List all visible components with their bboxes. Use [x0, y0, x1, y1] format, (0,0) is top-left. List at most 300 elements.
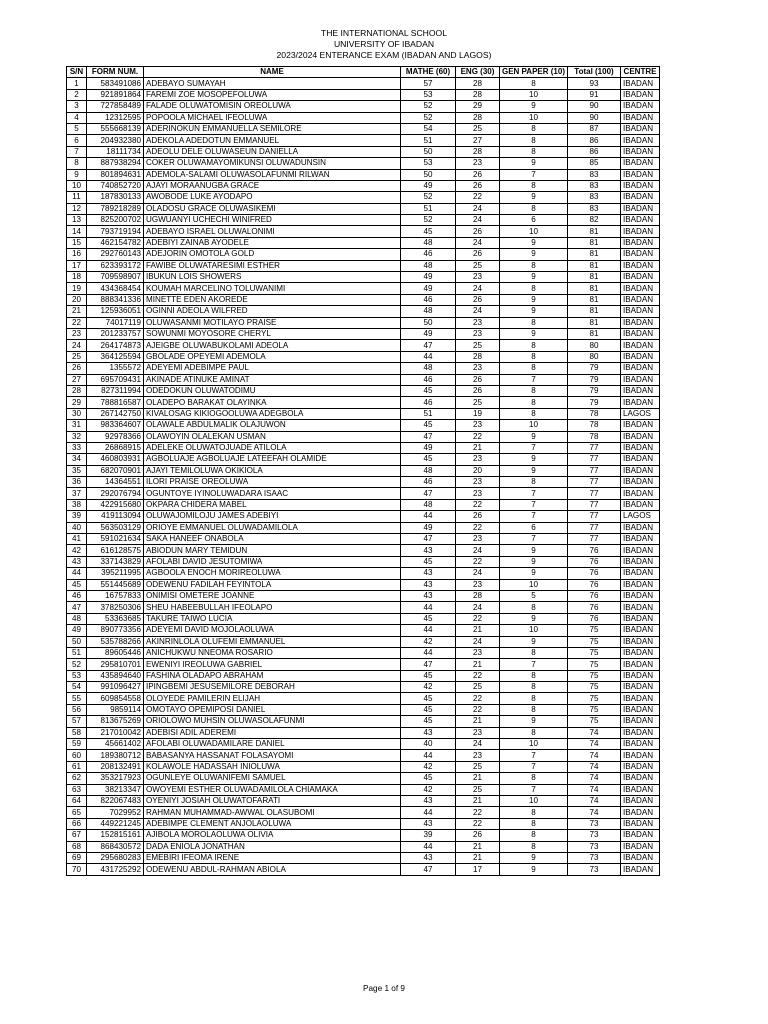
cell-centre: IBADAN [621, 123, 660, 134]
cell-gen-paper: 8 [500, 682, 568, 693]
cell-gen-paper: 10 [500, 796, 568, 807]
cell-gen-paper: 9 [500, 431, 568, 442]
table-row [67, 283, 660, 294]
cell-name: ADEYEMI ADEBIMPE PAUL [144, 363, 401, 374]
cell-total: 76 [568, 556, 621, 567]
cell-form-num: 419113094 [87, 511, 144, 522]
cell-gen-paper: 7 [500, 511, 568, 522]
cell-form-num: 435894640 [87, 670, 144, 681]
cell-form-num: 801894631 [87, 169, 144, 180]
cell-eng: 22 [456, 499, 500, 510]
cell-sn: 39 [67, 511, 87, 522]
cell-eng: 24 [456, 283, 500, 294]
cell-sn: 47 [67, 602, 87, 613]
table-row [67, 431, 660, 442]
cell-sn: 10 [67, 180, 87, 191]
table-row [67, 272, 660, 283]
cell-centre: IBADAN [621, 465, 660, 476]
cell-sn: 42 [67, 545, 87, 556]
cell-centre: IBADAN [621, 796, 660, 807]
table-row [67, 135, 660, 146]
cell-mathe: 44 [401, 807, 456, 818]
cell-sn: 34 [67, 454, 87, 465]
cell-centre: IBADAN [621, 397, 660, 408]
cell-name: ADEBAYO ISRAEL OLUWALONIMI [144, 226, 401, 237]
cell-eng: 24 [456, 203, 500, 214]
cell-mathe: 43 [401, 579, 456, 590]
table-row [67, 579, 660, 590]
cell-eng: 23 [456, 363, 500, 374]
cell-name: ABIODUN MARY TEMIDUN [144, 545, 401, 556]
cell-centre: IBADAN [621, 568, 660, 579]
cell-total: 75 [568, 625, 621, 636]
cell-name: ADEBISI ADIL ADEREMI [144, 727, 401, 738]
cell-gen-paper: 7 [500, 761, 568, 772]
cell-eng: 21 [456, 773, 500, 784]
cell-eng: 24 [456, 306, 500, 317]
table-row [67, 237, 660, 248]
cell-gen-paper: 5 [500, 590, 568, 601]
cell-form-num: 201233757 [87, 328, 144, 339]
cell-total: 81 [568, 328, 621, 339]
cell-mathe: 43 [401, 590, 456, 601]
cell-form-num: 888341336 [87, 294, 144, 305]
cell-form-num: 26868915 [87, 442, 144, 453]
cell-centre: IBADAN [621, 431, 660, 442]
cell-eng: 24 [456, 739, 500, 750]
cell-centre: IBADAN [621, 625, 660, 636]
cell-mathe: 43 [401, 818, 456, 829]
cell-mathe: 47 [401, 488, 456, 499]
cell-centre: IBADAN [621, 807, 660, 818]
cell-form-num: 264174873 [87, 340, 144, 351]
cell-eng: 25 [456, 397, 500, 408]
cell-form-num: 364125594 [87, 351, 144, 362]
header-eng: ENG (30) [456, 67, 500, 78]
cell-centre: IBADAN [621, 784, 660, 795]
cell-gen-paper: 9 [500, 272, 568, 283]
cell-eng: 26 [456, 249, 500, 260]
cell-centre: IBADAN [621, 488, 660, 499]
cell-name: AFOLABI OLUWADAMILARE DANIEL [144, 739, 401, 750]
table-row [67, 146, 660, 157]
cell-centre: IBADAN [621, 294, 660, 305]
cell-form-num: 616128575 [87, 545, 144, 556]
cell-eng: 23 [456, 727, 500, 738]
cell-name: ADEJORIN OMOTOLA GOLD [144, 249, 401, 260]
cell-gen-paper: 8 [500, 477, 568, 488]
cell-form-num: 7029952 [87, 807, 144, 818]
cell-name: AGBOOLA ENOCH MORIREOLUWA [144, 568, 401, 579]
table-row [67, 602, 660, 613]
table-row [67, 625, 660, 636]
cell-sn: 24 [67, 340, 87, 351]
cell-gen-paper: 8 [500, 260, 568, 271]
table-row [67, 750, 660, 761]
cell-sn: 63 [67, 784, 87, 795]
cell-name: KOLAWOLE HADASSAH INIOLUWA [144, 761, 401, 772]
cell-mathe: 54 [401, 123, 456, 134]
cell-sn: 33 [67, 442, 87, 453]
cell-mathe: 42 [401, 636, 456, 647]
cell-gen-paper: 9 [500, 328, 568, 339]
table-row [67, 454, 660, 465]
cell-total: 75 [568, 682, 621, 693]
cell-sn: 28 [67, 385, 87, 396]
cell-eng: 23 [456, 158, 500, 169]
cell-centre: IBADAN [621, 180, 660, 191]
cell-name: ADERINOKUN EMMANUELLA SEMILORE [144, 123, 401, 134]
cell-sn: 6 [67, 135, 87, 146]
table-row [67, 613, 660, 624]
cell-eng: 22 [456, 704, 500, 715]
cell-eng: 22 [456, 807, 500, 818]
cell-total: 91 [568, 89, 621, 100]
table-row [67, 739, 660, 750]
table-row [67, 408, 660, 419]
cell-sn: 12 [67, 203, 87, 214]
cell-eng: 23 [456, 454, 500, 465]
cell-name: COKER OLUWAMAYOMIKUNSI OLUWADUNSIN [144, 158, 401, 169]
cell-eng: 25 [456, 123, 500, 134]
cell-sn: 65 [67, 807, 87, 818]
cell-form-num: 45661402 [87, 739, 144, 750]
cell-form-num: 460803931 [87, 454, 144, 465]
cell-total: 83 [568, 192, 621, 203]
cell-mathe: 52 [401, 101, 456, 112]
table-row [67, 101, 660, 112]
cell-gen-paper: 10 [500, 579, 568, 590]
cell-form-num: 695709431 [87, 374, 144, 385]
cell-gen-paper: 8 [500, 670, 568, 681]
cell-total: 75 [568, 636, 621, 647]
cell-form-num: 125936051 [87, 306, 144, 317]
cell-total: 79 [568, 385, 621, 396]
cell-mathe: 49 [401, 272, 456, 283]
cell-eng: 23 [456, 534, 500, 545]
cell-total: 90 [568, 101, 621, 112]
cell-sn: 41 [67, 534, 87, 545]
cell-sn: 55 [67, 693, 87, 704]
cell-eng: 26 [456, 385, 500, 396]
cell-mathe: 45 [401, 420, 456, 431]
cell-total: 74 [568, 773, 621, 784]
cell-mathe: 51 [401, 408, 456, 419]
cell-form-num: 208132491 [87, 761, 144, 772]
cell-total: 73 [568, 841, 621, 852]
cell-sn: 46 [67, 590, 87, 601]
cell-eng: 21 [456, 852, 500, 863]
cell-sn: 57 [67, 716, 87, 727]
cell-eng: 26 [456, 374, 500, 385]
cell-mathe: 45 [401, 693, 456, 704]
cell-total: 77 [568, 442, 621, 453]
cell-centre: IBADAN [621, 590, 660, 601]
cell-form-num: 449221245 [87, 818, 144, 829]
cell-total: 90 [568, 112, 621, 123]
cell-name: ADEOLU DELE OLUWASEUN DANIELLA [144, 146, 401, 157]
cell-sn: 30 [67, 408, 87, 419]
cell-total: 81 [568, 294, 621, 305]
cell-sn: 58 [67, 727, 87, 738]
cell-centre: IBADAN [621, 112, 660, 123]
cell-eng: 23 [456, 647, 500, 658]
cell-gen-paper: 7 [500, 534, 568, 545]
cell-sn: 45 [67, 579, 87, 590]
cell-sn: 17 [67, 260, 87, 271]
cell-mathe: 47 [401, 864, 456, 875]
cell-total: 75 [568, 670, 621, 681]
cell-name: UGWUANYI UCHECHI WINIFRED [144, 215, 401, 226]
cell-mathe: 53 [401, 89, 456, 100]
cell-form-num: 983364607 [87, 420, 144, 431]
cell-sn: 52 [67, 659, 87, 670]
cell-gen-paper: 7 [500, 374, 568, 385]
table-row [67, 385, 660, 396]
cell-eng: 29 [456, 101, 500, 112]
cell-name: ODEWENU ABDUL-RAHMAN ABIOLA [144, 864, 401, 875]
cell-eng: 23 [456, 420, 500, 431]
cell-eng: 24 [456, 545, 500, 556]
cell-eng: 22 [456, 693, 500, 704]
table-row [67, 647, 660, 658]
cell-form-num: 740852720 [87, 180, 144, 191]
table-row [67, 306, 660, 317]
cell-sn: 23 [67, 328, 87, 339]
cell-name: ODEDOKUN OLUWATODIMU [144, 385, 401, 396]
table-row [67, 192, 660, 203]
table-row [67, 636, 660, 647]
cell-name: EMEBIRI IFEOMA IRENE [144, 852, 401, 863]
cell-form-num: 353217923 [87, 773, 144, 784]
cell-total: 80 [568, 340, 621, 351]
cell-form-num: 591021634 [87, 534, 144, 545]
table-row [67, 704, 660, 715]
cell-eng: 21 [456, 841, 500, 852]
header-mathe: MATHE (60) [401, 67, 456, 78]
cell-mathe: 43 [401, 727, 456, 738]
cell-total: 78 [568, 431, 621, 442]
table-row [67, 465, 660, 476]
cell-mathe: 46 [401, 294, 456, 305]
cell-total: 73 [568, 818, 621, 829]
cell-gen-paper: 8 [500, 146, 568, 157]
cell-centre: IBADAN [621, 78, 660, 89]
cell-name: FAWIBE OLUWATARESIMI ESTHER [144, 260, 401, 271]
table-row [67, 852, 660, 863]
cell-sn: 16 [67, 249, 87, 260]
cell-centre: IBADAN [621, 773, 660, 784]
cell-mathe: 48 [401, 237, 456, 248]
cell-total: 77 [568, 534, 621, 545]
cell-form-num: 53363685 [87, 613, 144, 624]
table-row [67, 317, 660, 328]
cell-eng: 24 [456, 215, 500, 226]
cell-eng: 21 [456, 659, 500, 670]
cell-eng: 25 [456, 761, 500, 772]
cell-centre: IBADAN [621, 670, 660, 681]
cell-mathe: 44 [401, 750, 456, 761]
cell-centre: IBADAN [621, 454, 660, 465]
cell-centre: IBADAN [621, 215, 660, 226]
cell-mathe: 49 [401, 283, 456, 294]
cell-eng: 22 [456, 670, 500, 681]
cell-name: ADEBAYO SUMAYAH [144, 78, 401, 89]
cell-name: POPOOLA MICHAEL IFEOLUWA [144, 112, 401, 123]
cell-eng: 28 [456, 146, 500, 157]
cell-total: 80 [568, 351, 621, 362]
table-row [67, 294, 660, 305]
cell-centre: IBADAN [621, 750, 660, 761]
cell-name: AKINRINLOLA OLUFEMI EMMANUEL [144, 636, 401, 647]
table-row [67, 841, 660, 852]
cell-total: 74 [568, 739, 621, 750]
cell-centre: IBADAN [621, 169, 660, 180]
table-row [67, 761, 660, 772]
cell-sn: 14 [67, 226, 87, 237]
table-row [67, 830, 660, 841]
cell-total: 81 [568, 306, 621, 317]
table-row [67, 488, 660, 499]
cell-total: 76 [568, 590, 621, 601]
cell-mathe: 42 [401, 784, 456, 795]
table-row [67, 796, 660, 807]
cell-mathe: 48 [401, 306, 456, 317]
cell-sn: 67 [67, 830, 87, 841]
cell-centre: IBADAN [621, 545, 660, 556]
cell-sn: 59 [67, 739, 87, 750]
cell-total: 76 [568, 568, 621, 579]
cell-gen-paper: 8 [500, 602, 568, 613]
cell-mathe: 39 [401, 830, 456, 841]
cell-mathe: 52 [401, 215, 456, 226]
cell-sn: 9 [67, 169, 87, 180]
cell-centre: IBADAN [621, 716, 660, 727]
cell-mathe: 45 [401, 773, 456, 784]
table-row [67, 180, 660, 191]
cell-form-num: 12312595 [87, 112, 144, 123]
cell-name: SOWUNMI MOYOSORE CHERYL [144, 328, 401, 339]
table-row [67, 716, 660, 727]
cell-sn: 29 [67, 397, 87, 408]
cell-mathe: 45 [401, 226, 456, 237]
cell-name: DADA ENIOLA JONATHAN [144, 841, 401, 852]
cell-form-num: 434368454 [87, 283, 144, 294]
cell-form-num: 1355572 [87, 363, 144, 374]
cell-gen-paper: 8 [500, 830, 568, 841]
cell-total: 76 [568, 602, 621, 613]
cell-form-num: 431725292 [87, 864, 144, 875]
cell-centre: IBADAN [621, 340, 660, 351]
cell-gen-paper: 8 [500, 408, 568, 419]
table-row [67, 203, 660, 214]
table-row [67, 522, 660, 533]
cell-gen-paper: 8 [500, 807, 568, 818]
cell-name: OLADOSU GRACE OLUWASIKEMI [144, 203, 401, 214]
cell-sn: 38 [67, 499, 87, 510]
table-row [67, 397, 660, 408]
cell-name: AFOLABI DAVID JESUTOMIWA [144, 556, 401, 567]
cell-form-num: 189380712 [87, 750, 144, 761]
table-row [67, 534, 660, 545]
cell-eng: 28 [456, 112, 500, 123]
cell-mathe: 45 [401, 716, 456, 727]
cell-form-num: 825200702 [87, 215, 144, 226]
cell-gen-paper: 9 [500, 192, 568, 203]
cell-eng: 26 [456, 169, 500, 180]
table-row [67, 351, 660, 362]
cell-total: 73 [568, 864, 621, 875]
cell-gen-paper: 8 [500, 351, 568, 362]
cell-gen-paper: 9 [500, 158, 568, 169]
table-row [67, 78, 660, 89]
cell-gen-paper: 8 [500, 647, 568, 658]
cell-total: 77 [568, 465, 621, 476]
cell-form-num: 16757833 [87, 590, 144, 601]
cell-name: EWENIYI IREOLUWA GABRIEL [144, 659, 401, 670]
cell-gen-paper: 8 [500, 363, 568, 374]
cell-name: ODEWENU FADILAH FEYINTOLA [144, 579, 401, 590]
table-row [67, 682, 660, 693]
cell-total: 79 [568, 397, 621, 408]
cell-name: OLADEPO BARAKAT OLAYINKA [144, 397, 401, 408]
cell-gen-paper: 8 [500, 135, 568, 146]
cell-total: 79 [568, 363, 621, 374]
cell-centre: IBADAN [621, 237, 660, 248]
table-row [67, 260, 660, 271]
table-row [67, 442, 660, 453]
cell-eng: 24 [456, 237, 500, 248]
cell-name: OLUWASANMI MOTILAYO PRAISE [144, 317, 401, 328]
cell-form-num: 38213347 [87, 784, 144, 795]
cell-centre: IBADAN [621, 374, 660, 385]
table-row [67, 123, 660, 134]
cell-eng: 21 [456, 442, 500, 453]
cell-sn: 48 [67, 613, 87, 624]
cell-sn: 27 [67, 374, 87, 385]
cell-centre: IBADAN [621, 830, 660, 841]
cell-sn: 20 [67, 294, 87, 305]
cell-eng: 20 [456, 465, 500, 476]
cell-form-num: 709598907 [87, 272, 144, 283]
results-body [67, 78, 660, 875]
cell-centre: IBADAN [621, 659, 660, 670]
cell-mathe: 48 [401, 499, 456, 510]
cell-gen-paper: 9 [500, 716, 568, 727]
cell-eng: 21 [456, 716, 500, 727]
cell-gen-paper: 8 [500, 397, 568, 408]
cell-centre: LAGOS [621, 408, 660, 419]
cell-form-num: 682070901 [87, 465, 144, 476]
cell-centre: IBADAN [621, 351, 660, 362]
cell-centre: IBADAN [621, 272, 660, 283]
cell-gen-paper: 10 [500, 420, 568, 431]
cell-total: 76 [568, 579, 621, 590]
cell-name: KOUMAH MARCELINO TOLUWANIMI [144, 283, 401, 294]
cell-form-num: 921891864 [87, 89, 144, 100]
cell-sn: 19 [67, 283, 87, 294]
cell-sn: 60 [67, 750, 87, 761]
cell-mathe: 47 [401, 340, 456, 351]
cell-eng: 26 [456, 294, 500, 305]
cell-centre: IBADAN [621, 682, 660, 693]
cell-centre: IBADAN [621, 306, 660, 317]
cell-form-num: 152815161 [87, 830, 144, 841]
cell-name: ORIOYE EMMANUEL OLUWADAMILOLA [144, 522, 401, 533]
cell-eng: 23 [456, 750, 500, 761]
cell-total: 87 [568, 123, 621, 134]
cell-gen-paper: 8 [500, 385, 568, 396]
